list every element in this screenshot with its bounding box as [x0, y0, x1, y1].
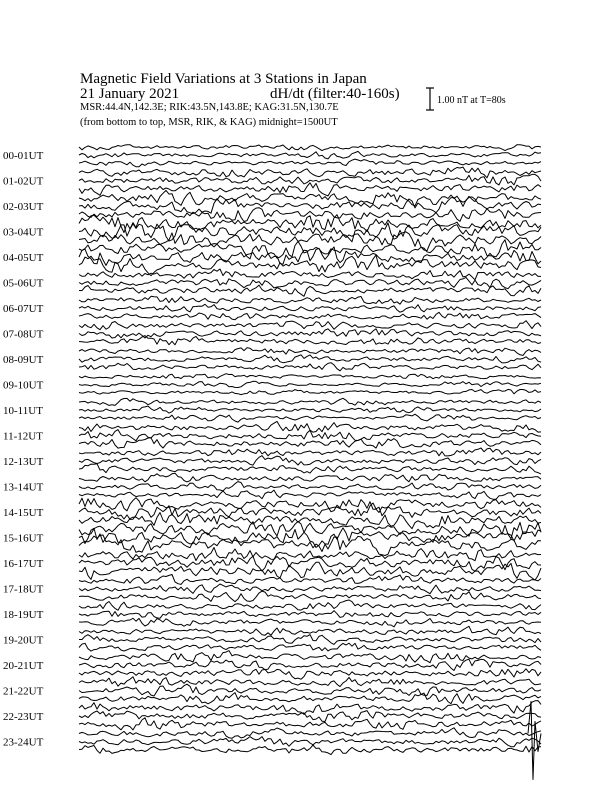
- trace-kag: [79, 215, 541, 233]
- hour-row-label: 06-07UT: [3, 303, 44, 315]
- trace-rik: [79, 635, 541, 645]
- trace-rik: [79, 711, 541, 722]
- hour-row-label: 04-05UT: [3, 252, 44, 264]
- hour-row: [3, 701, 541, 730]
- chart-date: 21 January 2021: [80, 86, 180, 102]
- trace-kag: [79, 348, 541, 356]
- trace-rik: [79, 406, 541, 413]
- trace-rik: [79, 584, 541, 594]
- hour-row-label: 15-16UT: [3, 532, 44, 545]
- trace-kag: [79, 321, 541, 330]
- hour-row-label: 19-20UT: [3, 634, 44, 647]
- trace-msr: [79, 718, 541, 730]
- trace-msr: [79, 312, 541, 319]
- trace-rik: [79, 381, 541, 387]
- station-order-note: (from bottom to top, MSR, RIK, & KAG) midnight=1500UT: [80, 117, 338, 128]
- trace-kag: [79, 728, 541, 739]
- trace-msr: [79, 389, 541, 394]
- trace-msr: [79, 438, 541, 448]
- hour-row-label: 02-03UT: [3, 201, 44, 213]
- hour-row: [3, 448, 541, 474]
- trace-kag: [79, 296, 541, 304]
- trace-kag: [79, 269, 541, 280]
- hour-row-label: 18-19UT: [3, 609, 44, 621]
- hour-row: [3, 651, 541, 680]
- trace-kag: [79, 701, 541, 715]
- trace-rik: [79, 304, 541, 312]
- hour-row: [3, 190, 541, 221]
- trace-kag: [79, 677, 541, 687]
- scale-bar: [426, 88, 434, 110]
- hour-row: [3, 473, 541, 499]
- trace-kag: [79, 421, 541, 432]
- hour-row: [3, 269, 541, 296]
- trace-rik: [79, 659, 541, 670]
- hour-row: [3, 521, 541, 555]
- trace-rik: [79, 503, 541, 519]
- hour-row-label: 20-21UT: [3, 660, 44, 672]
- trace-kag: [79, 374, 541, 379]
- trace-rik: [79, 430, 541, 441]
- hour-row: [3, 421, 541, 448]
- hour-row: [3, 145, 541, 167]
- trace-rik: [79, 482, 541, 491]
- hour-row: [3, 321, 541, 345]
- hour-row-label: 03-04UT: [3, 226, 44, 239]
- hour-row: [3, 600, 541, 627]
- trace-rik: [79, 355, 541, 363]
- hour-row: [3, 677, 541, 704]
- trace-msr: [79, 363, 541, 371]
- filter-label: dH/dt (filter:40-160s): [270, 86, 400, 102]
- trace-kag: [79, 521, 541, 538]
- trace-kag: [79, 448, 541, 456]
- hour-row: [3, 575, 541, 602]
- hour-row: [3, 626, 541, 651]
- trace-kag: [79, 398, 541, 405]
- trace-msr: [79, 535, 541, 556]
- hour-row-label: 09-10UT: [3, 379, 44, 392]
- hour-row-label: 17-18UT: [3, 583, 44, 596]
- hour-row: [3, 728, 541, 755]
- hour-row-label: 13-14UT: [3, 481, 44, 494]
- trace-rik: [79, 223, 541, 242]
- hour-row-label: 21-22UT: [3, 685, 44, 698]
- trace-msr: [79, 208, 541, 222]
- trace-msr: [79, 159, 541, 167]
- hour-row-label: 05-06UT: [3, 277, 44, 290]
- trace-rik: [79, 329, 541, 338]
- trace-msr: [79, 669, 541, 679]
- hour-row: [3, 374, 541, 395]
- hour-row-label: 14-15UT: [3, 507, 44, 519]
- hour-row-label: 22-23UT: [3, 711, 44, 723]
- trace-kag: [79, 575, 541, 585]
- hour-row-label: 08-09UT: [3, 354, 44, 366]
- chart-title: Magnetic Field Variations at 3 Stations in Japan: [80, 71, 367, 87]
- trace-rik: [79, 151, 541, 159]
- hour-row-label: 16-17UT: [3, 558, 44, 570]
- trace-kag: [79, 626, 541, 635]
- trace-kag: [79, 145, 541, 151]
- trace-kag: [79, 190, 541, 205]
- trace-msr: [79, 285, 541, 296]
- hour-row: [3, 167, 541, 196]
- hour-row-label: 23-24UT: [3, 736, 44, 749]
- hour-row: [3, 296, 541, 319]
- trace-msr: [79, 464, 541, 474]
- station-coordinates: MSR:44.4N,142.3E; RIK:43.5N,143.8E; KAG:31.5N,130.7E: [80, 102, 339, 113]
- trace-msr: [79, 693, 541, 704]
- trace-kag: [79, 167, 541, 178]
- hour-row: [3, 548, 541, 581]
- hour-row-label: 07-08UT: [3, 328, 44, 341]
- trace-msr: [79, 745, 541, 755]
- trace-kag: [79, 473, 541, 482]
- trace-msr: [79, 336, 541, 345]
- trace-msr: [79, 591, 541, 602]
- hour-row-label: 11-12UT: [3, 430, 43, 443]
- hour-row: [3, 498, 541, 529]
- trace-msr: [79, 618, 541, 627]
- trace-msr: [79, 490, 541, 499]
- trace-msr: [79, 414, 541, 422]
- trace-rik: [79, 737, 541, 747]
- trace-msr: [79, 562, 541, 580]
- trace-rik: [79, 611, 541, 619]
- hour-row-label: 00-01UT: [3, 150, 44, 162]
- trace-msr: [79, 643, 541, 651]
- hour-row-label: 10-11UT: [3, 405, 43, 417]
- hour-row-label: 01-02UT: [3, 175, 44, 188]
- scale-bar-label: 1.00 nT at T=80s: [437, 95, 506, 106]
- hour-row: [3, 348, 541, 371]
- trace-kag: [79, 651, 541, 663]
- trace-rik: [79, 456, 541, 465]
- hour-row: [3, 398, 541, 422]
- trace-rik: [79, 684, 541, 696]
- hour-row-label: 12-13UT: [3, 456, 44, 468]
- trace-kag: [79, 600, 541, 610]
